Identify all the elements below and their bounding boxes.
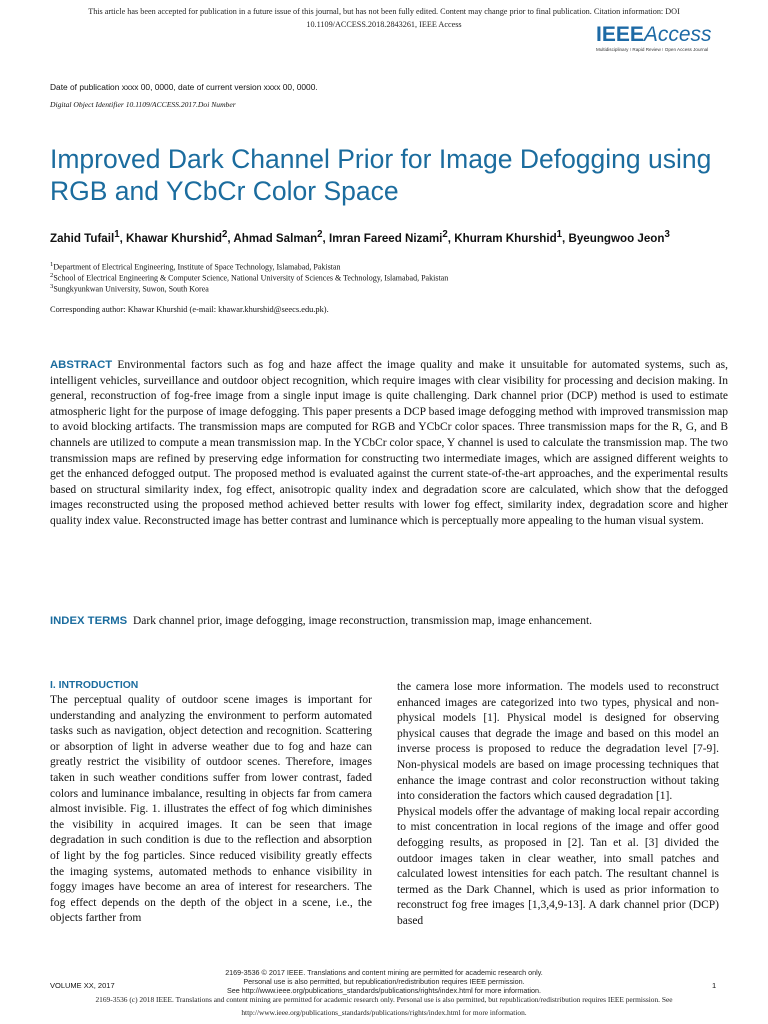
corresponding-author: Corresponding author: Khawar Khurshid (e-mail: khawar.khurshid@seecs.edu.pk).	[50, 305, 329, 314]
acceptance-note-line2: 10.1109/ACCESS.2018.2843261, IEEE Access	[306, 20, 462, 29]
body-paragraph: The perceptual quality of outdoor scene images is important for understanding and analyzing the environment to perform automated tasks such as navigation, object detection and recognition. Scattering or absorption of light in adverse weather due to fog and haze can greatly restrict the visibility of outdoor scenes. Therefore, images taken in such weather conditions suffer from lower contrast, faded colors and luminance imbalance, resulting in objects far from camera almost invisible. Fig. 1. illustrates the effect of fog which diminishes the visibility in acquired images. It can be seen that image degradation in such condition is due to the reflection and absorption of light by the fog particles. Since reduced visibility greatly effects the imaging systems, automated methods to enhance visibility in foggy images have become an area of interest for researchers. The fog effect depends on the depth of the object in a scene, i.e., the objects farther from	[50, 694, 372, 925]
author: Byeungwoo Jeon$^3$	[568, 229, 670, 245]
abstract	[50, 358, 728, 530]
body-column-right	[397, 680, 719, 930]
author: Imran Fareed Nizami$^2$,	[329, 229, 455, 245]
footer-copyright: 2169-3536 © 2017 IEEE. Translations and content mining are permitted for academic research only. Personal use is also permitted, but republication/redistribution requires IEEE permission. See http://www.ieee.org/publications_standards/publications/rights/index.html for more information.	[225, 968, 543, 995]
affiliation: $^1$Department of Electrical Engineering, Institute of Space Technology, Islamabad, Pakistan	[50, 261, 341, 272]
author: Khurram Khurshid$^1$,	[454, 229, 569, 245]
affiliation: $^3$Sungkyunkwan University, Suwon, South Korea	[50, 283, 209, 294]
affiliation: $^2$School of Electrical Engineering & Computer Science, National University of Sciences & Technology, Islamabad, Pakistan	[50, 272, 449, 283]
index-terms	[50, 614, 728, 630]
body-paragraph: the camera lose more information. The models used to reconstruct enhanced images are categorized into two types, physical and non-physical models [1]. Physical model is designed for observing physical causes that degrade the image and based on this model an inverse process is proposed to reduce the degradation level [7-9]. Non-physical models are based on image processing techniques that enhance the image contrast and color reconstruction without taking into consideration the factors which caused degradation [1].	[397, 681, 719, 803]
index-terms-label: INDEX TERMS	[50, 615, 128, 627]
body-paragraph: Physical models offer the advantage of making local repair according to mist concentration in local regions of the image and offer good defogging results, as proposed in [2]. Tan et al. [3] divided the outdoor images taken in clear weather, into small patches and calculated lowest intensities for each patch. The resultant channel is termed as the Dark Channel, which is used as prior information to reconstruct fog free images [1,3,4,9-13]. A dark channel prior (DCP) based	[397, 805, 719, 927]
publication-date: Date of publication xxxx 00, 0000, date of current version xxxx 00, 0000.	[50, 82, 318, 92]
logo-tagline: Multidisciplinary ⁝ Rapid Review ⁝ Open Access Journal	[596, 47, 709, 52]
logo-italic-text: Access	[643, 23, 712, 46]
doi-line: Digital Object Identifier 10.1109/ACCESS.2017.Doi Number	[50, 100, 236, 109]
index-terms-text: Dark channel prior, image defogging, image reconstruction, transmission map, image enhancement.	[132, 615, 593, 627]
bottom-copyright-note: 2169-3536 (c) 2018 IEEE. Translations and content mining are permitted for academic research only. Personal use is also permitted, but republication/redistribution requires IEEE permission. See http://www.ieee.org/publications_standards/publications/rights/index.html for more information.	[95, 995, 673, 1017]
author: Khawar Khurshid$^2$,	[126, 229, 234, 245]
author: Zahid Tufail$^1$,	[50, 229, 127, 245]
logo-bold-text: IEEE	[596, 23, 644, 46]
footer-volume: VOLUME XX, 2017	[50, 981, 115, 990]
section-heading-introduction: I. INTRODUCTION	[50, 680, 139, 691]
acceptance-note-line1: This article has been accepted for publication in a future issue of this journal, but has not been fully edited. Content may change prior to final publication. Citation information: DOI	[88, 7, 680, 16]
body-column-left	[50, 678, 372, 927]
ieee-access-logo	[596, 24, 746, 58]
paper-title: Improved Dark Channel Prior for Image Defogging using RGB and YCbCr Color Space	[50, 144, 712, 206]
author-list	[50, 227, 730, 247]
logo-wordmark	[596, 24, 746, 46]
abstract-label: ABSTRACT	[50, 359, 113, 371]
page-number: 1	[712, 981, 717, 990]
abstract-text: Environmental factors such as fog and haze affect the image quality and make it unsuitable for automated systems, such as, intelligent vehicles, surveillance and outdoor object recognition, which require images with clear visibility for processing and decision making. In general, reconstruction of fog-free image from a single input image is quite challenging. Dark channel prior (DCP) method is used to estimate atmospheric light for the purpose of image defogging. This paper presents a DCP based image defogging method with improved transmission map to avoid blocking artifacts. The transmission maps are computed for RGB and YCbCr color spaces. Three transmission maps for the R, G, and B channels are utilized to compute a mean transmission map. In the YCbCr color space, Y channel is used to calculate the transmission map. The two transmission maps are refined by preserving edge information for constructing two intermediate images, which are assigned different weights to get the enhanced defogged output. The proposed method is evaluated against the current state-of-the-art approaches, and the experimental results based on structural similarity index, fog effect, anisotropic quality index and degradation score are calculated, which show that the defogged images reconstructed using the proposed method achieved better results with lower fog effect, similarity index, degradation score and higher quality index value. Reconstructed image has better contrast and luminance which is perceptually more appealing to the human visual system.	[50, 359, 729, 527]
author: Ahmad Salman$^2$,	[233, 229, 329, 245]
